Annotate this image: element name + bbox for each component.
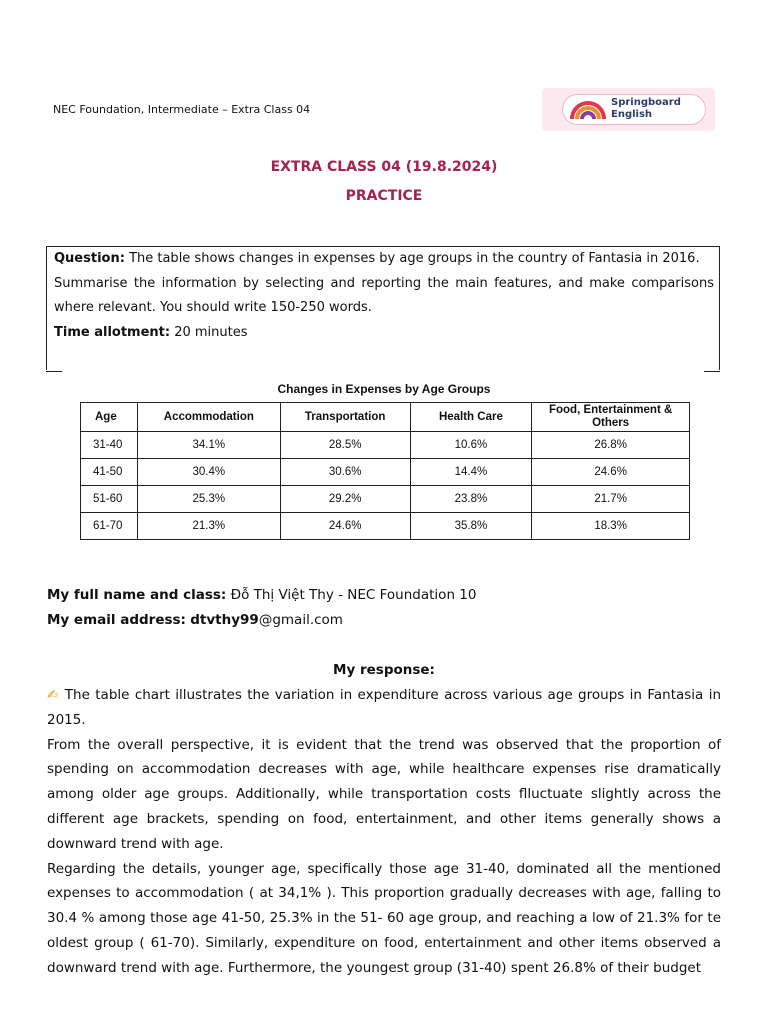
question-label: Question: <box>54 251 125 266</box>
logo-text <box>611 97 681 121</box>
logo-line-1: Springboard <box>611 97 681 108</box>
table-cell: 30.4% <box>137 459 280 486</box>
box-corner-left <box>46 370 62 372</box>
table-cell: 29.2% <box>280 486 410 513</box>
time-label: Time allotment: <box>54 324 171 340</box>
instruction-paragraph: Summarise the information by selecting and reporting the main features, and make comparisons where relevant. You should write 150-250 words. <box>54 275 714 315</box>
student-email-line <box>47 612 343 628</box>
rainbow-logo-icon <box>568 98 608 120</box>
name-label: My full name and class: <box>47 587 227 603</box>
springboard-logo <box>542 88 715 131</box>
header-cell: Transportation <box>280 403 410 432</box>
table-cell: 14.4% <box>410 459 532 486</box>
response-paragraph <box>47 683 721 733</box>
response-text: The table chart illustrates the variation in expenditure across various age groups in Fantasia in 2015. <box>47 687 722 728</box>
student-name-line <box>47 587 476 603</box>
class-title: EXTRA CLASS 04 (19.8.2024) <box>270 159 498 175</box>
response-paragraph: From the overall perspective, it is evident that the trend was observed that the proportion of spending on accommodation decreases with age, while healthcare expenses rise dramatically among older age groups. Additionally, while transportation costs flluctuate slightly across the different age brackets, spending on food, entertainment, and other items generally shows a downward trend with age. <box>47 736 721 852</box>
question-text <box>54 247 714 345</box>
table-header-row <box>81 403 690 432</box>
header-cell: Food, Entertainment & Others <box>532 403 690 432</box>
table-row <box>81 486 690 513</box>
logo-line-2: English <box>611 109 653 120</box>
writing-hand-icon: ✍ <box>47 687 60 703</box>
table-cell: 18.3% <box>532 513 690 540</box>
header-cell: Accommodation <box>137 403 280 432</box>
header-cell: Health Care <box>410 403 532 432</box>
course-line: NEC Foundation, Intermediate – Extra Class 04 <box>53 103 311 116</box>
response-paragraph: Regarding the details, younger age, specifically those age 31-40, dominated all the mentioned expenses to accommodation ( at 34,1% ). This proportion gradually decreases with age, falling to 30.4 % among those age 41-50, 25.3% in the 51- 60 age group, and reaching a low of 21.3% for te oldest group ( 61-70). Similarly, expenditure on food, entertainment and other items observed a downward trend with age. Furthermore, the youngest group (31-40) spent 26.8% of their budget <box>47 860 721 976</box>
table-cell: 34.1% <box>137 432 280 459</box>
response-title: My response: <box>333 662 435 678</box>
box-corner-right <box>704 370 720 372</box>
table-cell: 10.6% <box>410 432 532 459</box>
table-cell: 25.3% <box>137 486 280 513</box>
table-title: Changes in Expenses by Age Groups <box>277 382 491 396</box>
table-row <box>81 513 690 540</box>
email-domain: @gmail.com <box>258 612 343 628</box>
logo-pill <box>562 94 706 125</box>
response-body <box>47 683 721 981</box>
time-value: 20 minutes <box>174 324 248 340</box>
table-row <box>81 432 690 459</box>
table-cell: 24.6% <box>532 459 690 486</box>
table-cell: 30.6% <box>280 459 410 486</box>
table-cell: 21.3% <box>137 513 280 540</box>
table-cell: 31-40 <box>81 432 138 459</box>
email-label: My email address: <box>47 612 186 628</box>
question-paragraph <box>54 247 714 272</box>
expenses-table <box>80 402 690 540</box>
table-cell: 35.8% <box>410 513 532 540</box>
table-cell: 21.7% <box>532 486 690 513</box>
name-value: Đỗ Thị Việt Thy - NEC Foundation 10 <box>230 587 477 603</box>
table-cell: 41-50 <box>81 459 138 486</box>
question-box <box>46 246 720 370</box>
table-cell: 61-70 <box>81 513 138 540</box>
time-paragraph <box>54 321 714 346</box>
table-cell: 24.6% <box>280 513 410 540</box>
header-cell: Age <box>81 403 138 432</box>
table-cell: 23.8% <box>410 486 532 513</box>
practice-title: PRACTICE <box>345 188 423 204</box>
table-cell: 28.5% <box>280 432 410 459</box>
question-body: The table shows changes in expenses by age groups in the country of Fantasia in 2016. <box>129 251 700 266</box>
table-cell: 51-60 <box>81 486 138 513</box>
table-cell: 26.8% <box>532 432 690 459</box>
email-user: dtvthy99 <box>190 612 259 628</box>
table-row <box>81 459 690 486</box>
